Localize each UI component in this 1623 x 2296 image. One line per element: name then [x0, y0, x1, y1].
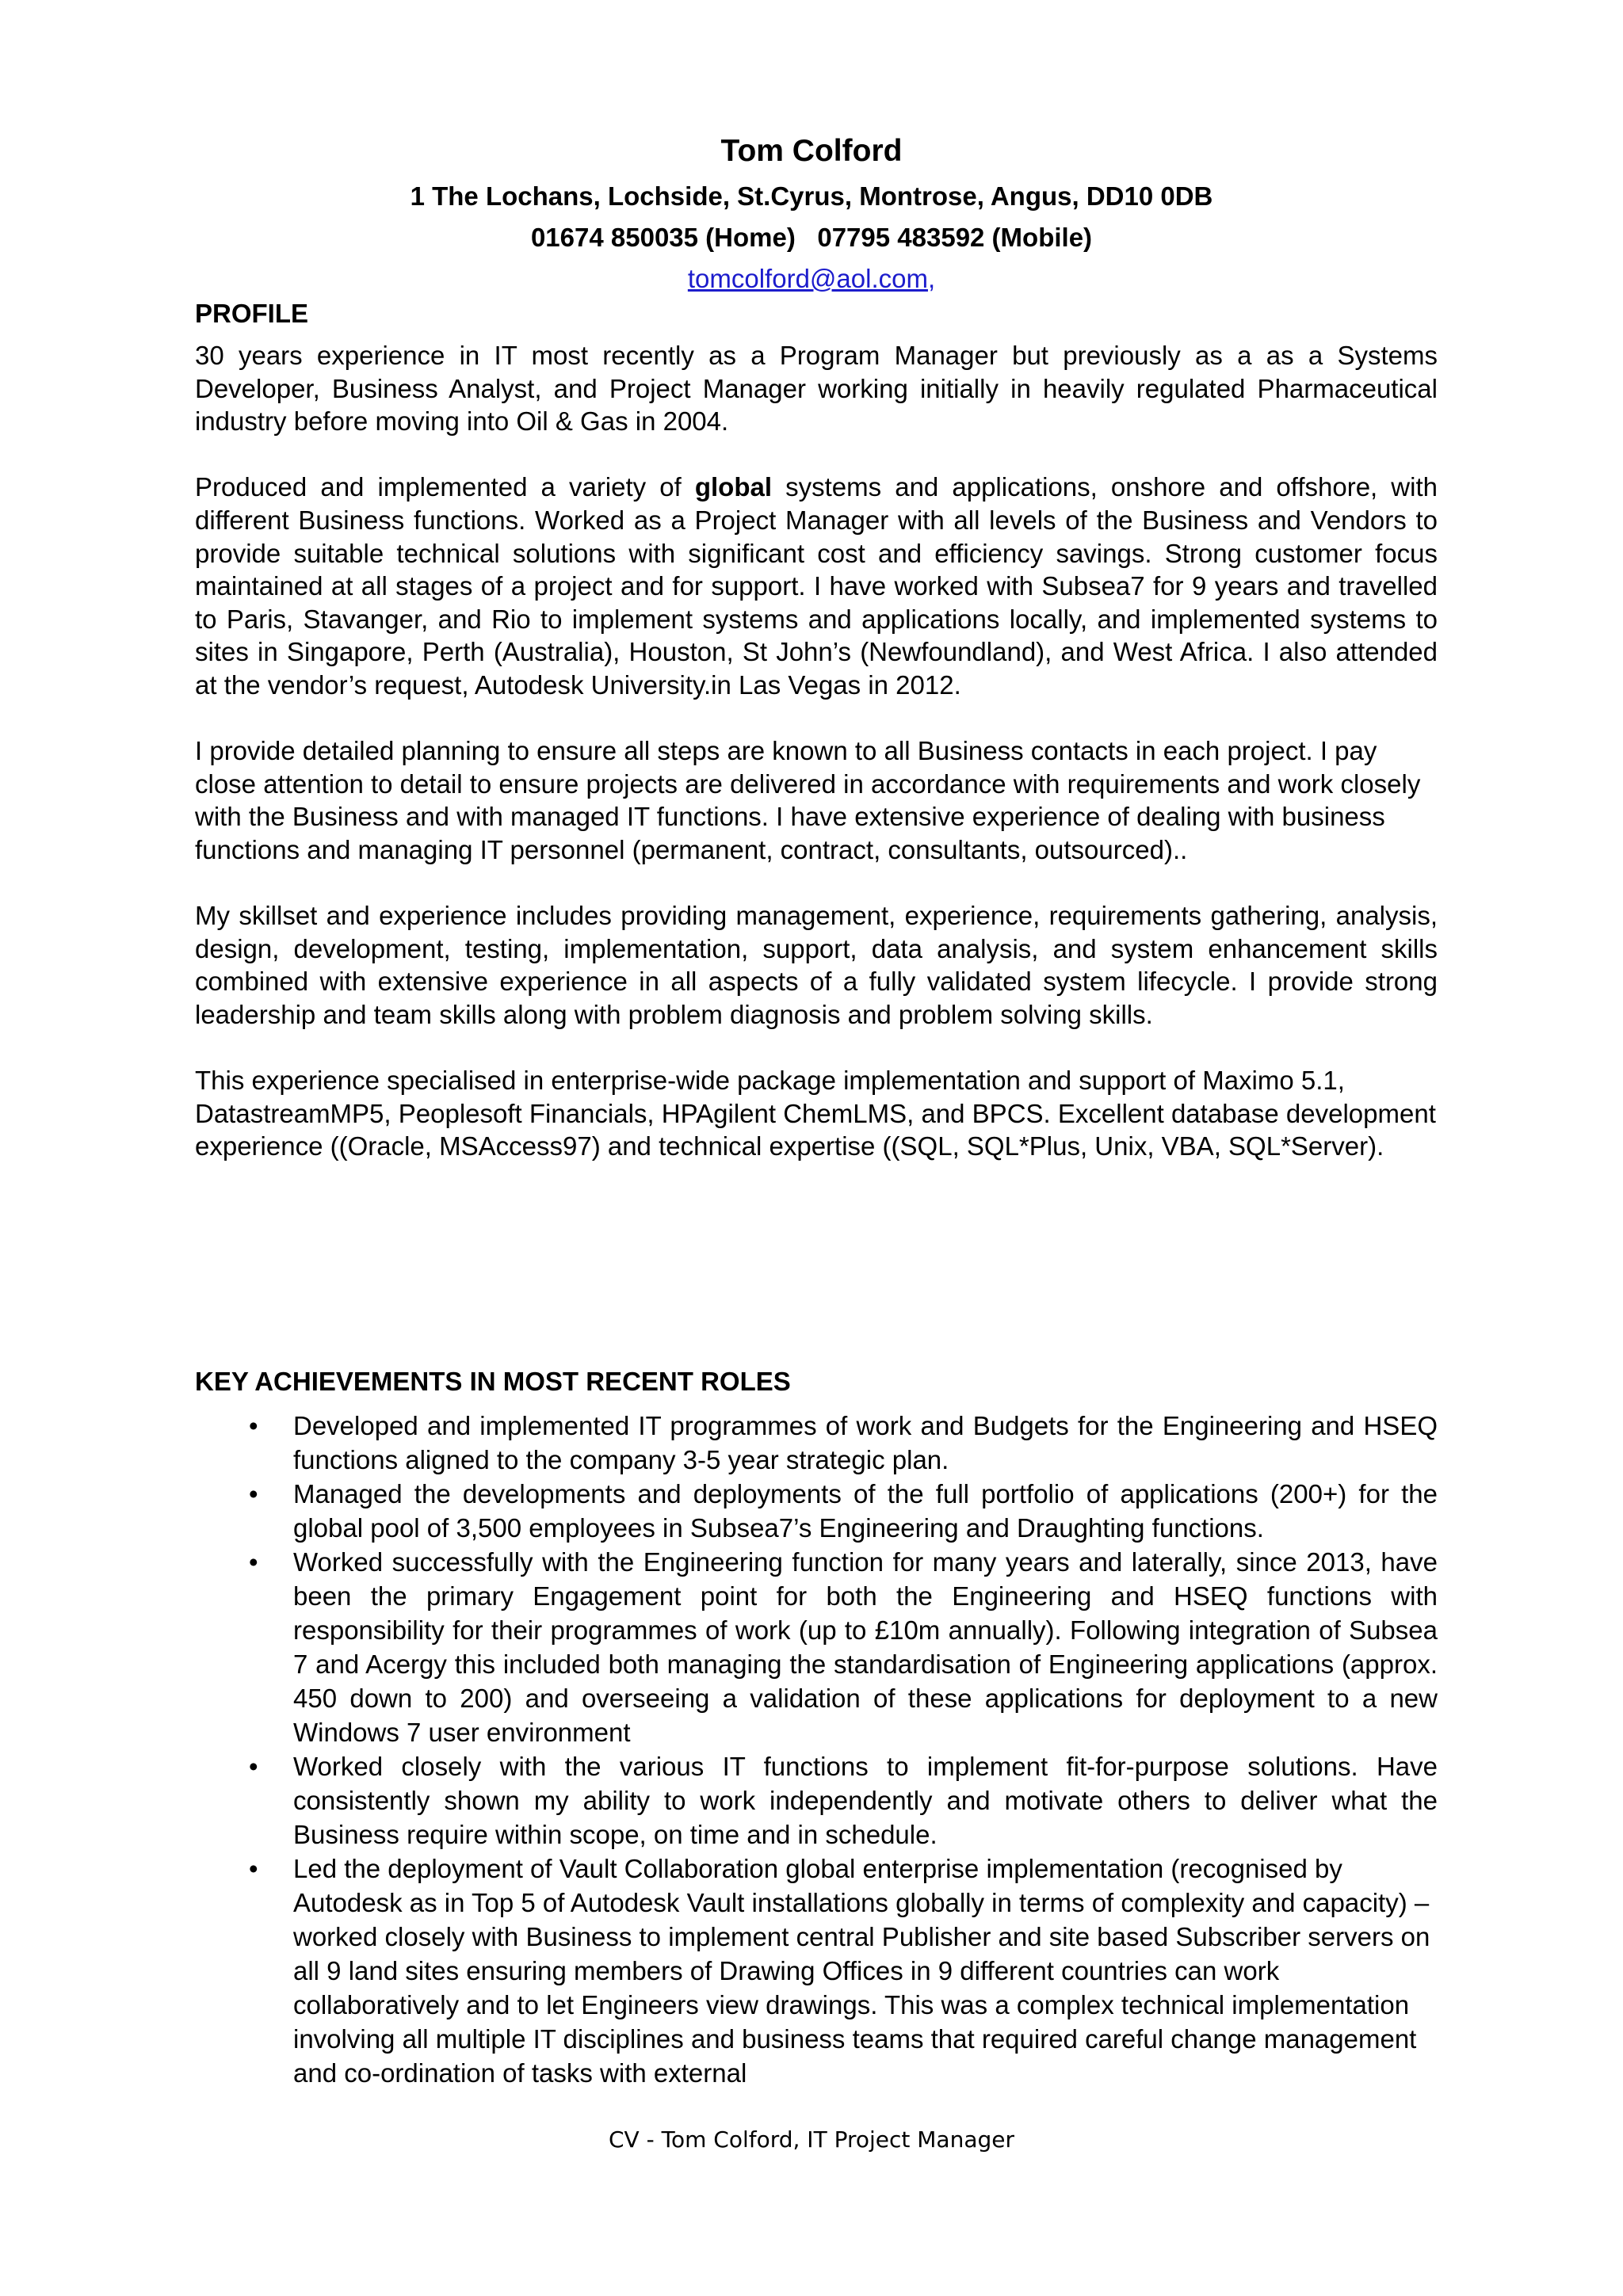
list-item — [195, 1477, 1438, 1545]
candidate-name: Tom Colford — [720, 134, 903, 168]
profile-paragraph-5: This experience specialised in enterprise-wide package implementation and support of Maximo 5.1, DatastreamMP5, Peoplesoft Financials, HPAgilent ChemLMS, and BPCS. Excellent database development experience ((Oracle, MSAccess97) and technical expertise ((SQL, SQL*Plus, Unix, VBA, SQL*Server). — [195, 1066, 1436, 1161]
profile-paragraph-2-start: Produced and implemented a variety of — [195, 472, 695, 502]
address-line: 1 The Lochans, Lochside, St.Cyrus, Montrose, Angus, DD10 0DB — [410, 181, 1213, 211]
bullet-icon: • — [249, 1752, 258, 1781]
bullet-icon: • — [249, 1479, 258, 1508]
achievements-heading: KEY ACHIEVEMENTS IN MOST RECENT ROLES — [195, 1367, 791, 1396]
bullet-icon: • — [249, 1854, 258, 1883]
list-item-text: Worked closely with the various IT functions to implement fit-for-purpose solutions. Have consistently shown my ability to work independently and motivate others to deliver what the Business require within scope, on time and in schedule. — [293, 1752, 1438, 1849]
profile-section — [195, 339, 1438, 1196]
profile-heading: PROFILE — [195, 299, 309, 328]
email-link[interactable]: tomcolford@aol.com — [687, 264, 928, 293]
phone-numbers: 01674 850035 (Home) 07795 483592 (Mobile) — [530, 223, 1093, 252]
profile-paragraph-4: My skillset and experience includes providing management, experience, requirements gathering, analysis, design, development, testing, implementation, support, data analysis, and system enhancement skills combined with extensive experience in all aspects of a fully validated system lifecycle. I provide strong leadership and team skills along with problem diagnosis and problem solving skills. — [195, 901, 1438, 1029]
profile-paragraph-1: 30 years experience in IT most recently as a Program Manager but previously as a as a Systems Developer, Business Analyst, and Project Manager working initially in heavily regulated Pharmaceutical industry before moving into Oil & Gas in 2004. — [195, 341, 1438, 437]
bullet-icon: • — [249, 1547, 258, 1577]
email-trailing-comma: , — [927, 264, 936, 293]
list-item-text: Led the deployment of Vault Collaboration global enterprise implementation (recognised by Autodesk as in Top 5 of Autodesk Vault installations globally in terms of complexity and capacity) – worked closely with Business to implement central Publisher and site based Subscriber servers on all 9 land sites ensuring members of Drawing Offices in 9 different countries can work collaboratively and to let Engineers view drawings. This was a complex technical implementation involving all multiple IT disciplines and business teams that required careful change management and co-ordination of tasks with external — [293, 1854, 1430, 2088]
list-item — [195, 1852, 1438, 2090]
list-item-text: Managed the developments and deployments of the full portfolio of applications (200+) for the global pool of 3,500 employees in Subsea7’s Engineering and Draughting functions. — [293, 1479, 1438, 1543]
achievements-list — [195, 1409, 1438, 2090]
list-item-text: Worked successfully with the Engineering function for many years and laterally, since 2013, have been the primary Engagement point for both the Engineering and HSEQ functions with responsibility for their programmes of work (up to £10m annually). Following integration of Subsea 7 and Acergy this included both managing the standardisation of Engineering applications (approx. 450 down to 200) and overseeing a validation of these applications for deployment to a new Windows 7 user environment — [293, 1547, 1438, 1747]
bullet-icon: • — [249, 1411, 258, 1440]
profile-paragraph-2 — [195, 471, 1438, 701]
profile-paragraph-2-bold: global — [694, 472, 773, 502]
email-line — [0, 263, 1623, 295]
list-item — [195, 1409, 1438, 1477]
list-item — [195, 1749, 1438, 1852]
page-footer: CV - Tom Colford, IT Project Manager — [609, 2126, 1014, 2153]
list-item-text: Developed and implemented IT programmes of work and Budgets for the Engineering and HSEQ functions aligned to the company 3-5 year strategic plan. — [293, 1411, 1438, 1474]
profile-paragraph-3: I provide detailed planning to ensure all steps are known to all Business contacts in each project. I pay close attention to detail to ensure projects are delivered in accordance with requirements and work closely with the Business and with managed IT functions. I have extensive experience of dealing with business functions and managing IT personnel (permanent, contract, consultants, outsourced).. — [195, 736, 1421, 864]
list-item — [195, 1545, 1438, 1749]
profile-paragraph-2-rest: systems and applications, onshore and offshore, with different Business functions. Worked as a Project Manager with all levels of the Business and Vendors to provide suitable technical solutions with significant cost and efficiency savings. Strong customer focus maintained at all stages of a project and for support. I have worked with Subsea7 for 9 years and travelled to Paris, Stavanger, and Rio to implement systems and applications locally, and implemented systems to sites in Singapore, Perth (Australia), Houston, St John’s (Newfoundland), and West Africa. I also attended at the vendor’s request, Autodesk University.in Las Vegas in 2012. — [195, 472, 1438, 700]
